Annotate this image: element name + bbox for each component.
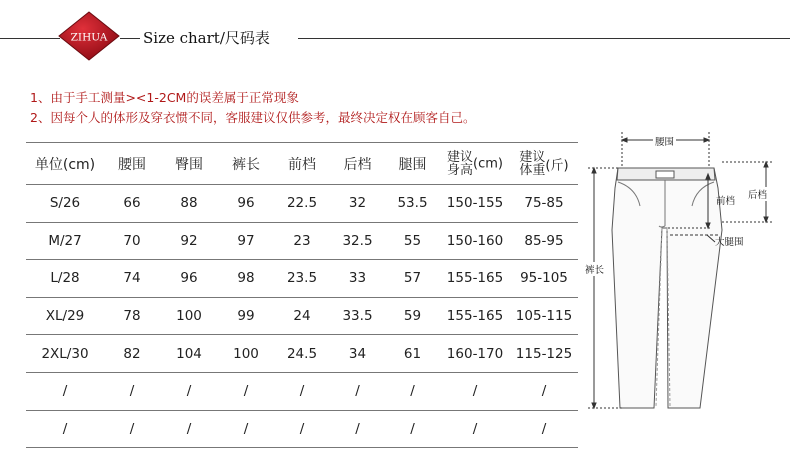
table-row bbox=[26, 410, 578, 448]
size-cell: S/26 bbox=[26, 185, 104, 223]
brand-badge bbox=[57, 10, 121, 62]
note-2: 2、因每个人的体形及穿衣惯不同，客服建议仅供参考，最终决定权在顾客自己。 bbox=[30, 110, 476, 125]
table-cell: 34 bbox=[330, 335, 385, 373]
table-cell: 70 bbox=[104, 222, 160, 260]
header-unit: 单位(cm) bbox=[26, 143, 104, 185]
header-rule-left bbox=[0, 38, 60, 39]
header-waist: 腰围 bbox=[104, 143, 160, 185]
header-hip: 臀围 bbox=[160, 143, 218, 185]
table-cell: 74 bbox=[104, 260, 160, 298]
table-cell: / bbox=[274, 410, 330, 448]
pants-diagram bbox=[582, 130, 787, 450]
table-cell: / bbox=[440, 410, 510, 448]
pants-drawing bbox=[582, 130, 787, 450]
table-cell: 155-165 bbox=[440, 297, 510, 335]
table-cell: 22.5 bbox=[274, 185, 330, 223]
brand-name: ZIHUA bbox=[70, 31, 108, 44]
size-cell: / bbox=[26, 410, 104, 448]
table-cell: 53.5 bbox=[385, 185, 440, 223]
header-back-rise: 后档 bbox=[330, 143, 385, 185]
header-front-rise: 前档 bbox=[274, 143, 330, 185]
table-cell: / bbox=[510, 372, 578, 410]
table-cell: 82 bbox=[104, 335, 160, 373]
note-1: 1、由于手工测量><1-2CM的误差属于正常现象 bbox=[30, 90, 299, 105]
table-cell: 150-160 bbox=[440, 222, 510, 260]
table-cell: / bbox=[440, 372, 510, 410]
table-cell: 97 bbox=[218, 222, 274, 260]
header-height-label bbox=[447, 151, 473, 177]
table-row bbox=[26, 335, 578, 373]
table-row bbox=[26, 260, 578, 298]
header-height-line2: 身高 bbox=[447, 162, 474, 178]
table-row bbox=[26, 372, 578, 410]
header-height bbox=[440, 143, 510, 185]
table-cell: 88 bbox=[160, 185, 218, 223]
header-weight bbox=[510, 143, 578, 185]
table-cell: 24.5 bbox=[274, 335, 330, 373]
table-cell: 105-115 bbox=[510, 297, 578, 335]
table-cell: 100 bbox=[160, 297, 218, 335]
table-cell: / bbox=[160, 410, 218, 448]
table-cell: 98 bbox=[218, 260, 274, 298]
table-row bbox=[26, 185, 578, 223]
size-cell: 2XL/30 bbox=[26, 335, 104, 373]
header-height-line1: 建议 bbox=[447, 149, 474, 165]
table-cell: 75-85 bbox=[510, 185, 578, 223]
table-cell: 96 bbox=[160, 260, 218, 298]
table-cell: / bbox=[385, 410, 440, 448]
table-cell: 57 bbox=[385, 260, 440, 298]
table-cell: / bbox=[330, 372, 385, 410]
header-weight-line1: 建议 bbox=[519, 149, 546, 165]
table-cell: / bbox=[274, 372, 330, 410]
table-cell: 23 bbox=[274, 222, 330, 260]
table-cell: 32.5 bbox=[330, 222, 385, 260]
table-cell: 92 bbox=[160, 222, 218, 260]
table-cell: 23.5 bbox=[274, 260, 330, 298]
table-cell: / bbox=[104, 372, 160, 410]
diagram-label-front-rise: 前档 bbox=[716, 196, 736, 207]
size-cell: L/28 bbox=[26, 260, 104, 298]
table-cell: 61 bbox=[385, 335, 440, 373]
header-length: 裤长 bbox=[218, 143, 274, 185]
table-cell: 59 bbox=[385, 297, 440, 335]
table-cell: / bbox=[218, 372, 274, 410]
table-cell: 95-105 bbox=[510, 260, 578, 298]
table-cell: 33.5 bbox=[330, 297, 385, 335]
size-cell: / bbox=[26, 372, 104, 410]
header-thigh: 腿围 bbox=[385, 143, 440, 185]
table-cell: 66 bbox=[104, 185, 160, 223]
table-cell: 78 bbox=[104, 297, 160, 335]
table-cell: 150-155 bbox=[440, 185, 510, 223]
header-height-unit: (cm) bbox=[473, 156, 503, 171]
table-cell: 85-95 bbox=[510, 222, 578, 260]
table-body bbox=[26, 185, 578, 448]
table-cell: 100 bbox=[218, 335, 274, 373]
page-title: Size chart/尺码表 bbox=[143, 29, 270, 47]
size-cell: XL/29 bbox=[26, 297, 104, 335]
table-cell: / bbox=[160, 372, 218, 410]
header-rule-mid bbox=[120, 38, 140, 39]
table-cell: / bbox=[330, 410, 385, 448]
table-row bbox=[26, 222, 578, 260]
size-cell: M/27 bbox=[26, 222, 104, 260]
table-cell: 160-170 bbox=[440, 335, 510, 373]
table-cell: 33 bbox=[330, 260, 385, 298]
table-header-row bbox=[26, 143, 578, 185]
size-table bbox=[26, 142, 578, 448]
header-weight-label bbox=[519, 151, 545, 177]
table-cell: 24 bbox=[274, 297, 330, 335]
header-weight-unit: (斤) bbox=[545, 158, 569, 173]
table-cell: 96 bbox=[218, 185, 274, 223]
diagram-label-length: 裤长 bbox=[585, 262, 604, 276]
table-row bbox=[26, 297, 578, 335]
diagram-label-thigh: 大腿围 bbox=[715, 237, 744, 248]
table-cell: / bbox=[385, 372, 440, 410]
diagram-label-back-rise: 后档 bbox=[748, 187, 767, 201]
table-cell: 55 bbox=[385, 222, 440, 260]
table-cell: 155-165 bbox=[440, 260, 510, 298]
table-cell: 32 bbox=[330, 185, 385, 223]
table-cell: / bbox=[510, 410, 578, 448]
table-cell: 104 bbox=[160, 335, 218, 373]
table-cell: / bbox=[218, 410, 274, 448]
header-rule-right bbox=[298, 38, 790, 39]
diagram-label-waist: 腰围 bbox=[653, 134, 676, 148]
table-cell: / bbox=[104, 410, 160, 448]
header-weight-line2: 体重 bbox=[519, 162, 546, 178]
table-cell: 99 bbox=[218, 297, 274, 335]
table-cell: 115-125 bbox=[510, 335, 578, 373]
